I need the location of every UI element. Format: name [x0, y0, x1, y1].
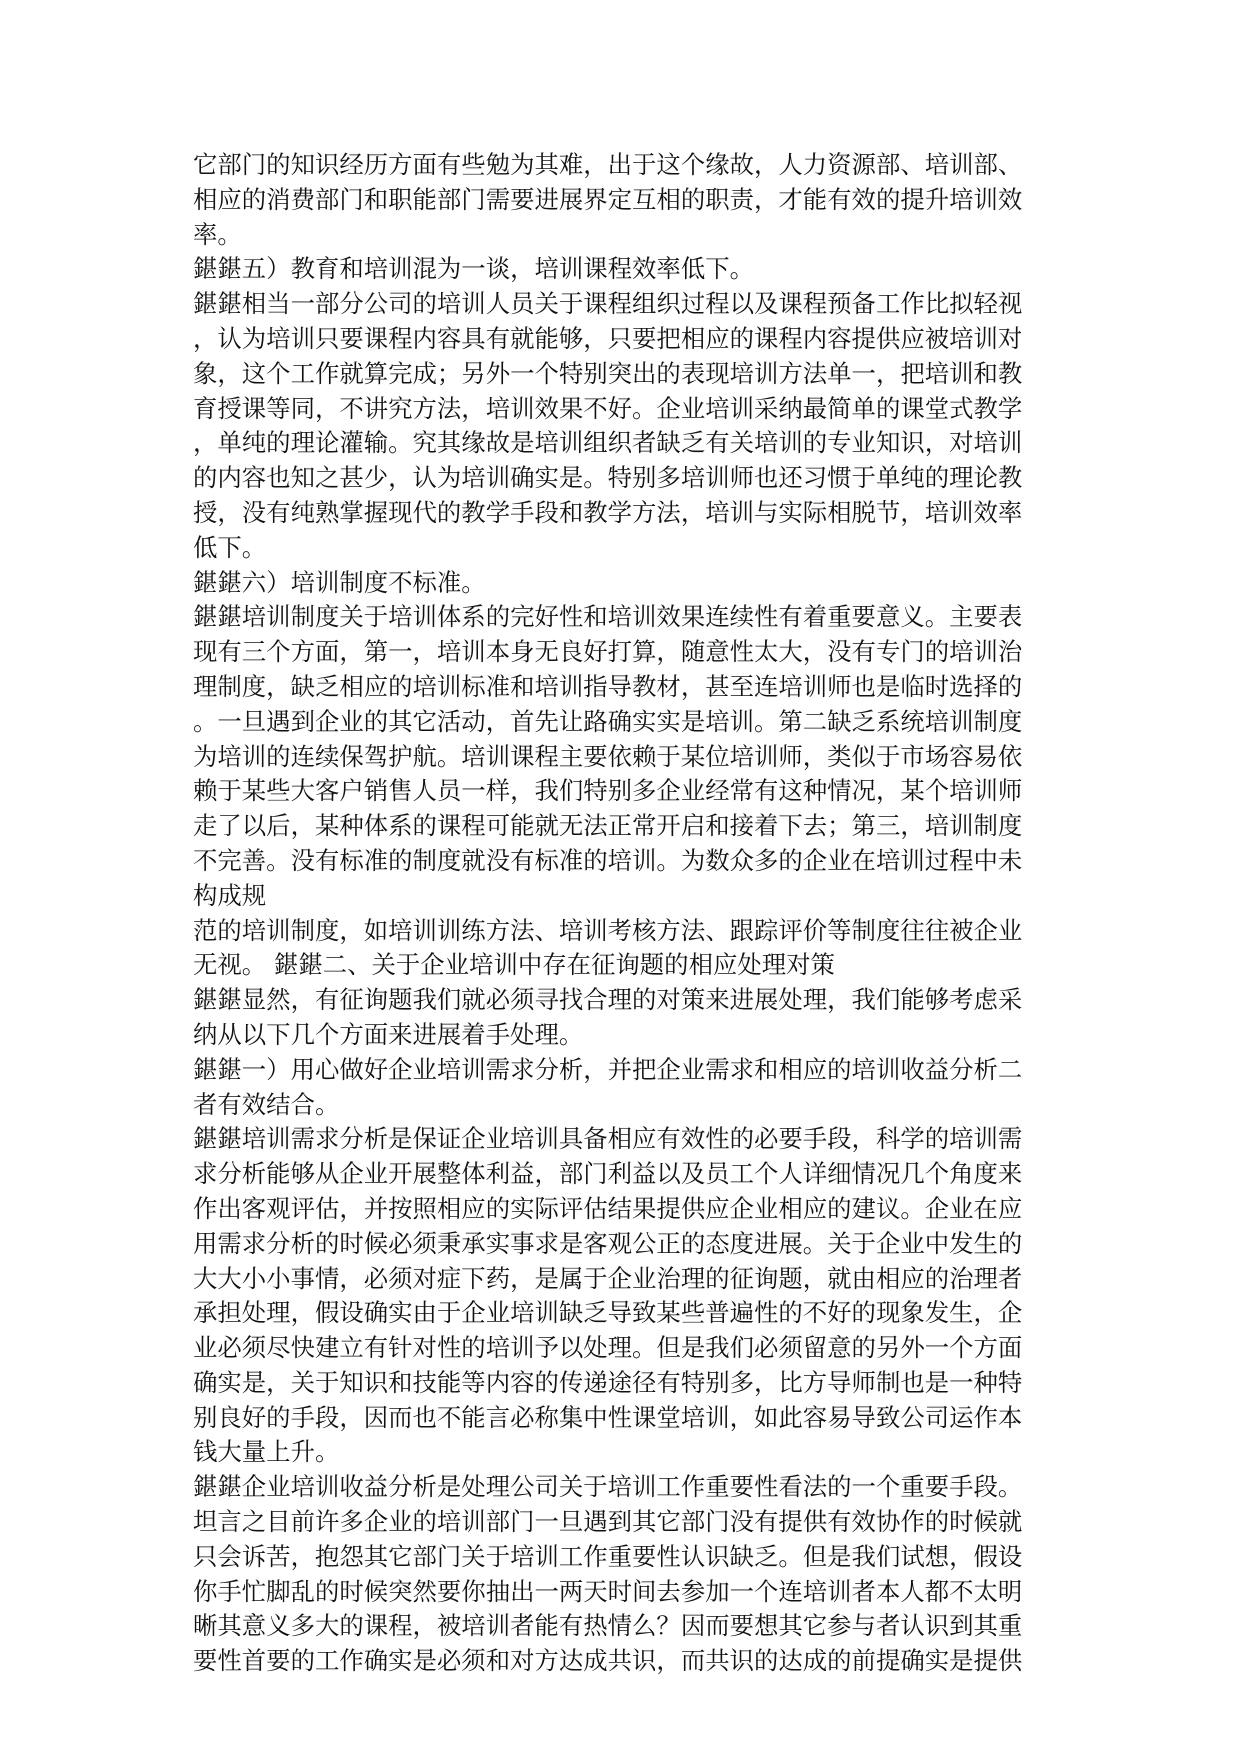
text-line: 为培训的连续保驾护航。培训课程主要依赖于某位培训师，类似于市场容易依	[193, 741, 1023, 771]
text-line: 。一旦遇到企业的其它活动，首先让路确实实是培训。第二缺乏系统培训制度	[193, 706, 1023, 736]
text-line: 现有三个方面，第一，培训本身无良好打算，随意性太大，没有专门的培训治	[193, 637, 1023, 667]
section-heading: 鍖鍖六）培训制度不标准。	[193, 567, 486, 597]
text-line: 鍖鍖培训制度关于培训体系的完好性和培训效果连续性有着重要意义。主要表	[193, 602, 1023, 632]
text-line: 你手忙脚乱的时候突然要你抽出一两天时间去参加一个连培训者本人都不太明	[193, 1576, 1023, 1606]
text-line: 相应的消费部门和职能部门需要进展界定互相的职责，才能有效的提升培训效	[193, 184, 1023, 214]
text-line: 不完善。没有标准的制度就没有标准的培训。为数众多的企业在培训过程中未	[193, 845, 1023, 875]
text-line: ，认为培训只要课程内容具有就能够，只要把相应的课程内容提供应被培训对	[193, 323, 1023, 353]
text-line: 象，这个工作就算完成；另外一个特别突出的表现培训方法单一，把培训和教	[193, 358, 1023, 388]
text-line: 者有效结合。	[193, 1089, 340, 1119]
text-line: 别良好的手段，因而也不能言必称集中性课堂培训，如此容易导致公司运作本	[193, 1402, 1023, 1432]
body-text	[193, 148, 1053, 1679]
text-line: 大大小小事情，必须对症下药，是属于企业治理的征询题，就由相应的治理者	[193, 1263, 1023, 1293]
text-line: 的内容也知之甚少，认为培训确实是。特别多培训师也还习惯于单纯的理论教	[193, 463, 1023, 493]
text-line: 构成规	[193, 880, 267, 910]
text-line: 确实是，关于知识和技能等内容的传递途径有特别多，比方导师制也是一种特	[193, 1367, 1023, 1397]
text-line: 鍖鍖企业培训收益分析是处理公司关于培训工作重要性看法的一个重要手段。	[193, 1472, 1023, 1502]
text-line: 鍖鍖相当一部分公司的培训人员关于课程组织过程以及课程预备工作比拟轻视	[193, 289, 1023, 319]
text-line: 用需求分析的时候必须秉承实事求是客观公正的态度进展。关于企业中发生的	[193, 1228, 1023, 1258]
text-line: 作出客观评估，并按照相应的实际评估结果提供应企业相应的建议。企业在应	[193, 1193, 1023, 1223]
text-line: 钱大量上升。	[193, 1437, 340, 1467]
text-line: 鍖鍖显然，有征询题我们就必须寻找合理的对策来进展处理，我们能够考虑采	[193, 985, 1023, 1015]
text-line: 纳从以下几个方面来进展着手处理。	[193, 1019, 584, 1049]
text-line: 业必须尽快建立有针对性的培训予以处理。但是我们必须留意的另外一个方面	[193, 1333, 1023, 1363]
section-heading: 鍖鍖五）教育和培训混为一谈，培训课程效率低下。	[193, 254, 754, 284]
text-line: 要性首要的工作确实是必须和对方达成共识，而共识的达成的前提确实是提供	[193, 1646, 1023, 1676]
text-line: 无视。 鍖鍖二、关于企业培训中存在征询题的相应处理对策	[193, 950, 835, 980]
text-line: 低下。	[193, 532, 267, 562]
text-line: 晰其意义多大的课程，被培训者能有热情么？因而要想其它参与者认识到其重	[193, 1611, 1023, 1641]
text-line: 率。	[193, 219, 242, 249]
text-line: 只会诉苦，抱怨其它部门关于培训工作重要性认识缺乏。但是我们试想，假设	[193, 1541, 1023, 1571]
text-line: 它部门的知识经历方面有些勉为其难，出于这个缘故，人力资源部、培训部、	[193, 150, 1023, 179]
text-line: 求分析能够从企业开展整体利益，部门利益以及员工个人详细情况几个角度来	[193, 1159, 1023, 1189]
text-line: 承担处理，假设确实由于企业培训缺乏导致某些普遍性的不好的现象发生，企	[193, 1298, 1023, 1328]
text-line: 鍖鍖培训需求分析是保证企业培训具备相应有效性的必要手段，科学的培训需	[193, 1124, 1023, 1154]
text-line: 赖于某些大客户销售人员一样，我们特别多企业经常有这种情况，某个培训师	[193, 776, 1023, 806]
text-line: 范的培训制度，如培训训练方法、培训考核方法、跟踪评价等制度往往被企业	[193, 915, 1023, 945]
text-line: 授，没有纯熟掌握现代的教学手段和教学方法，培训与实际相脱节，培训效率	[193, 497, 1023, 527]
text-line: 坦言之目前许多企业的培训部门一旦遇到其它部门没有提供有效协作的时候就	[193, 1507, 1023, 1537]
text-line: ，单纯的理论灌输。究其缘故是培训组织者缺乏有关培训的专业知识，对培训	[193, 428, 1023, 458]
text-line: 育授课等同，不讲究方法，培训效果不好。企业培训采纳最简单的课堂式教学	[193, 393, 1023, 423]
text-line: 理制度，缺乏相应的培训标准和培训指导教材，甚至连培训师也是临时选择的	[193, 671, 1023, 701]
text-line: 走了以后，某种体系的课程可能就无法正常开启和接着下去；第三，培训制度	[193, 811, 1023, 841]
section-heading: 鍖鍖一）用心做好企业培训需求分析，并把企业需求和相应的培训收益分析二	[193, 1054, 1023, 1084]
